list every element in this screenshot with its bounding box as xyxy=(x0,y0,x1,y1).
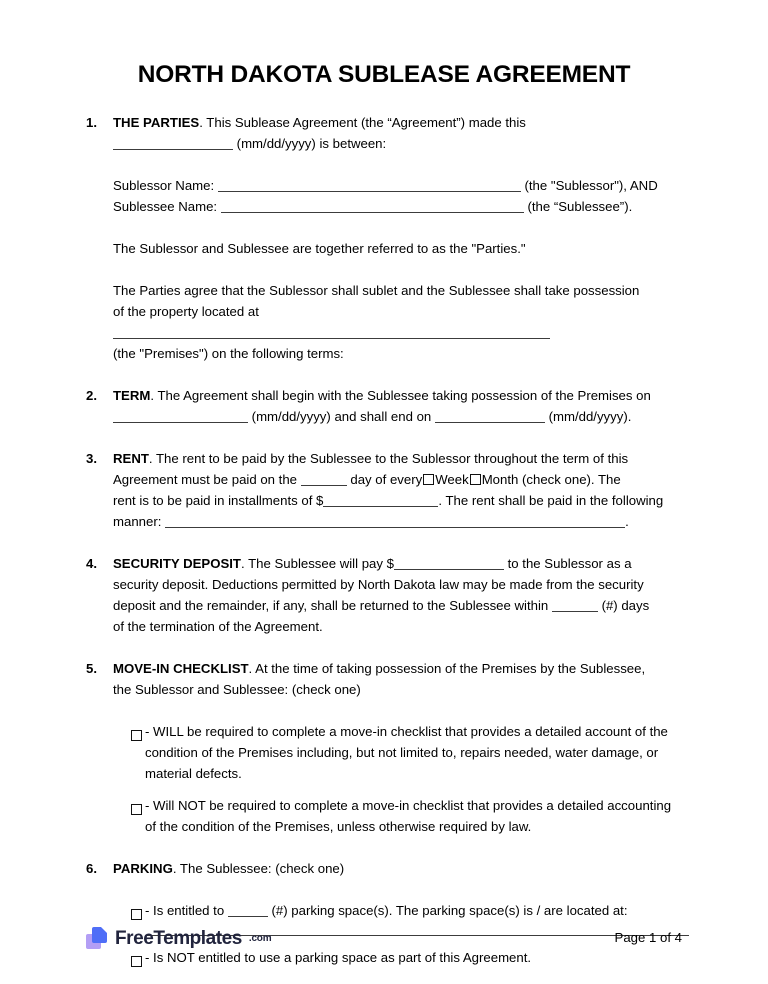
page-title: NORTH DAKOTA SUBLEASE AGREEMENT xyxy=(137,61,631,88)
deposit-line-a: . The Sublessee will pay $ xyxy=(241,556,394,571)
clause-rent xyxy=(86,448,680,532)
clause-security-deposit xyxy=(86,553,680,637)
premises-line-b: of the property located at xyxy=(113,304,259,319)
checkbox-rent-month[interactable] xyxy=(470,474,481,485)
clause-heading-move-in-checklist: MOVE-IN CHECKLIST xyxy=(113,661,249,676)
deposit-line-c: security deposit. Deductions permitted by North Dakota law may be made from the security xyxy=(113,577,644,592)
clause-text xyxy=(113,858,680,879)
spacer xyxy=(86,700,680,721)
rent-manner-blank[interactable] xyxy=(165,514,625,528)
checklist-option-will-not[interactable] xyxy=(130,795,680,837)
rent-option-week: Week xyxy=(435,472,469,487)
parties-date-blank[interactable] xyxy=(113,136,233,150)
clause-number: 5. xyxy=(86,661,97,676)
checklist-option-will[interactable] xyxy=(130,721,680,784)
sublessor-name-row xyxy=(113,175,680,196)
spacer xyxy=(86,879,680,900)
spacer xyxy=(86,427,680,448)
clause-text xyxy=(113,658,680,700)
page-footer xyxy=(86,922,682,954)
rent-line-b: Agreement must be paid on the xyxy=(113,472,298,487)
clause-number: 4. xyxy=(86,556,97,571)
premises-line-c: (the "Premises") on the following terms: xyxy=(113,346,344,361)
premises-paragraph xyxy=(113,280,680,364)
checklist-line-a: . At the time of taking possession of the Premises by the Sublessee, xyxy=(248,661,646,676)
parties-definition-paragraph: The Sublessor and Sublessee are together referred to as the "Parties." xyxy=(113,241,526,256)
checkbox-checklist-will-not[interactable] xyxy=(131,804,142,815)
parking-line-a: . The Sublessee: (check one) xyxy=(172,861,345,876)
sublessee-name-row xyxy=(113,196,680,217)
clause-move-in-checklist xyxy=(86,658,680,700)
term-line-a: . The Agreement shall begin with the Sublessee taking possession of the Premises on xyxy=(150,388,651,403)
rent-line-d: (check one). The xyxy=(522,472,621,487)
term-line-c: (mm/dd/yyyy). xyxy=(548,409,632,424)
clause-text xyxy=(113,112,680,154)
deposit-line-e: (#) days xyxy=(601,598,650,613)
document-body xyxy=(86,112,680,972)
parking-entitled-label-a: - Is entitled to xyxy=(145,903,225,918)
checkbox-rent-week[interactable] xyxy=(423,474,434,485)
sublessee-name-label: Sublessee Name: xyxy=(113,199,218,214)
sublessee-name-blank[interactable] xyxy=(221,199,524,213)
spacer xyxy=(86,217,680,238)
rent-line-g: manner: xyxy=(113,514,162,529)
clause-heading-the-parties: THE PARTIES xyxy=(113,115,200,130)
sublessor-name-blank[interactable] xyxy=(218,178,521,192)
clause-text xyxy=(113,553,680,637)
page-number: Page 1 of 4 xyxy=(614,930,682,946)
brand-tld: .com xyxy=(248,932,272,944)
deposit-line-f: of the termination of the Agreement. xyxy=(113,619,323,634)
spacer xyxy=(86,259,680,280)
rent-option-month: Month xyxy=(481,472,519,487)
checklist-option-will-not-label: - Will NOT be required to complete a move-in checklist that provides a detailed accounting of the condition of the Premises, unless otherwise required by law. xyxy=(145,798,672,834)
checklist-option-will-label: - WILL be required to complete a move-in checklist that provides a detailed account of the condition of the Premises including, but not limited to, repairs needed, water damage, or material defects. xyxy=(145,724,668,781)
rent-line-c: day of every xyxy=(350,472,423,487)
deposit-line-b: to the Sublessor as a xyxy=(507,556,632,571)
rent-line-f: . The rent shall be paid in the following xyxy=(438,493,664,508)
security-deposit-amount-blank[interactable] xyxy=(394,556,504,570)
sublessor-name-suffix: (the "Sublessor"), AND xyxy=(524,178,658,193)
clause-heading-term: TERM xyxy=(113,388,151,403)
checkbox-parking-entitled[interactable] xyxy=(131,909,142,920)
clause-heading-security-deposit: SECURITY DEPOSIT xyxy=(113,556,241,571)
checkbox-parking-not-entitled[interactable] xyxy=(131,956,142,967)
spacer xyxy=(86,637,680,658)
spacer xyxy=(86,837,680,858)
sublessee-name-suffix: (the “Sublessee”). xyxy=(527,199,633,214)
clause-the-parties xyxy=(86,112,680,154)
term-end-date-blank[interactable] xyxy=(435,409,545,423)
parties-date-format: (mm/dd/yyyy) is between: xyxy=(236,136,387,151)
party-names-block xyxy=(113,175,680,217)
parking-space-count-blank[interactable] xyxy=(228,903,268,917)
rent-line-e: rent is to be paid in installments of $ xyxy=(113,493,324,508)
parties-line1: . This Sublease Agreement (the “Agreement”) made this xyxy=(199,115,526,130)
premises-line-a: The Parties agree that the Sublessor shall sublet and the Sublessee shall take possession xyxy=(113,283,640,298)
rent-line-a: . The rent to be paid by the Sublessee to the Sublessor throughout the term of this xyxy=(148,451,629,466)
clause-text xyxy=(113,448,680,532)
clause-text xyxy=(113,385,680,427)
clause-number: 6. xyxy=(86,861,97,876)
rent-day-blank[interactable] xyxy=(301,472,347,486)
clause-number: 3. xyxy=(86,451,97,466)
clause-heading-parking: PARKING xyxy=(113,861,173,876)
premises-address-blank[interactable] xyxy=(113,325,550,339)
term-line-b: (mm/dd/yyyy) and shall end on xyxy=(251,409,432,424)
clause-term xyxy=(86,385,680,427)
freetemplates-logo-icon xyxy=(86,926,108,950)
brand-name: FreeTemplates xyxy=(115,927,242,949)
clause-heading-rent: RENT xyxy=(113,451,149,466)
brand-logo[interactable] xyxy=(86,926,271,950)
rent-installment-amount-blank[interactable] xyxy=(323,493,438,507)
spacer xyxy=(86,154,680,175)
rent-line-h: . xyxy=(625,514,629,529)
parking-not-entitled-label: - Is NOT entitled to use a parking space as part of this Agreement. xyxy=(145,950,532,965)
security-deposit-days-blank[interactable] xyxy=(552,598,598,612)
deposit-line-d: deposit and the remainder, if any, shall be returned to the Sublessee within xyxy=(113,598,549,613)
spacer xyxy=(86,532,680,553)
clause-parking xyxy=(86,858,680,879)
checklist-line-b: the Sublessor and Sublessee: (check one) xyxy=(113,682,361,697)
clause-number: 1. xyxy=(86,115,97,130)
checkbox-checklist-will[interactable] xyxy=(131,730,142,741)
term-start-date-blank[interactable] xyxy=(113,409,248,423)
parking-entitled-label-b: (#) parking space(s). The parking space(s) is / are located at: xyxy=(271,903,628,918)
clause-number: 2. xyxy=(86,388,97,403)
sublessor-name-label: Sublessor Name: xyxy=(113,178,215,193)
spacer xyxy=(86,784,680,795)
spacer xyxy=(86,364,680,385)
